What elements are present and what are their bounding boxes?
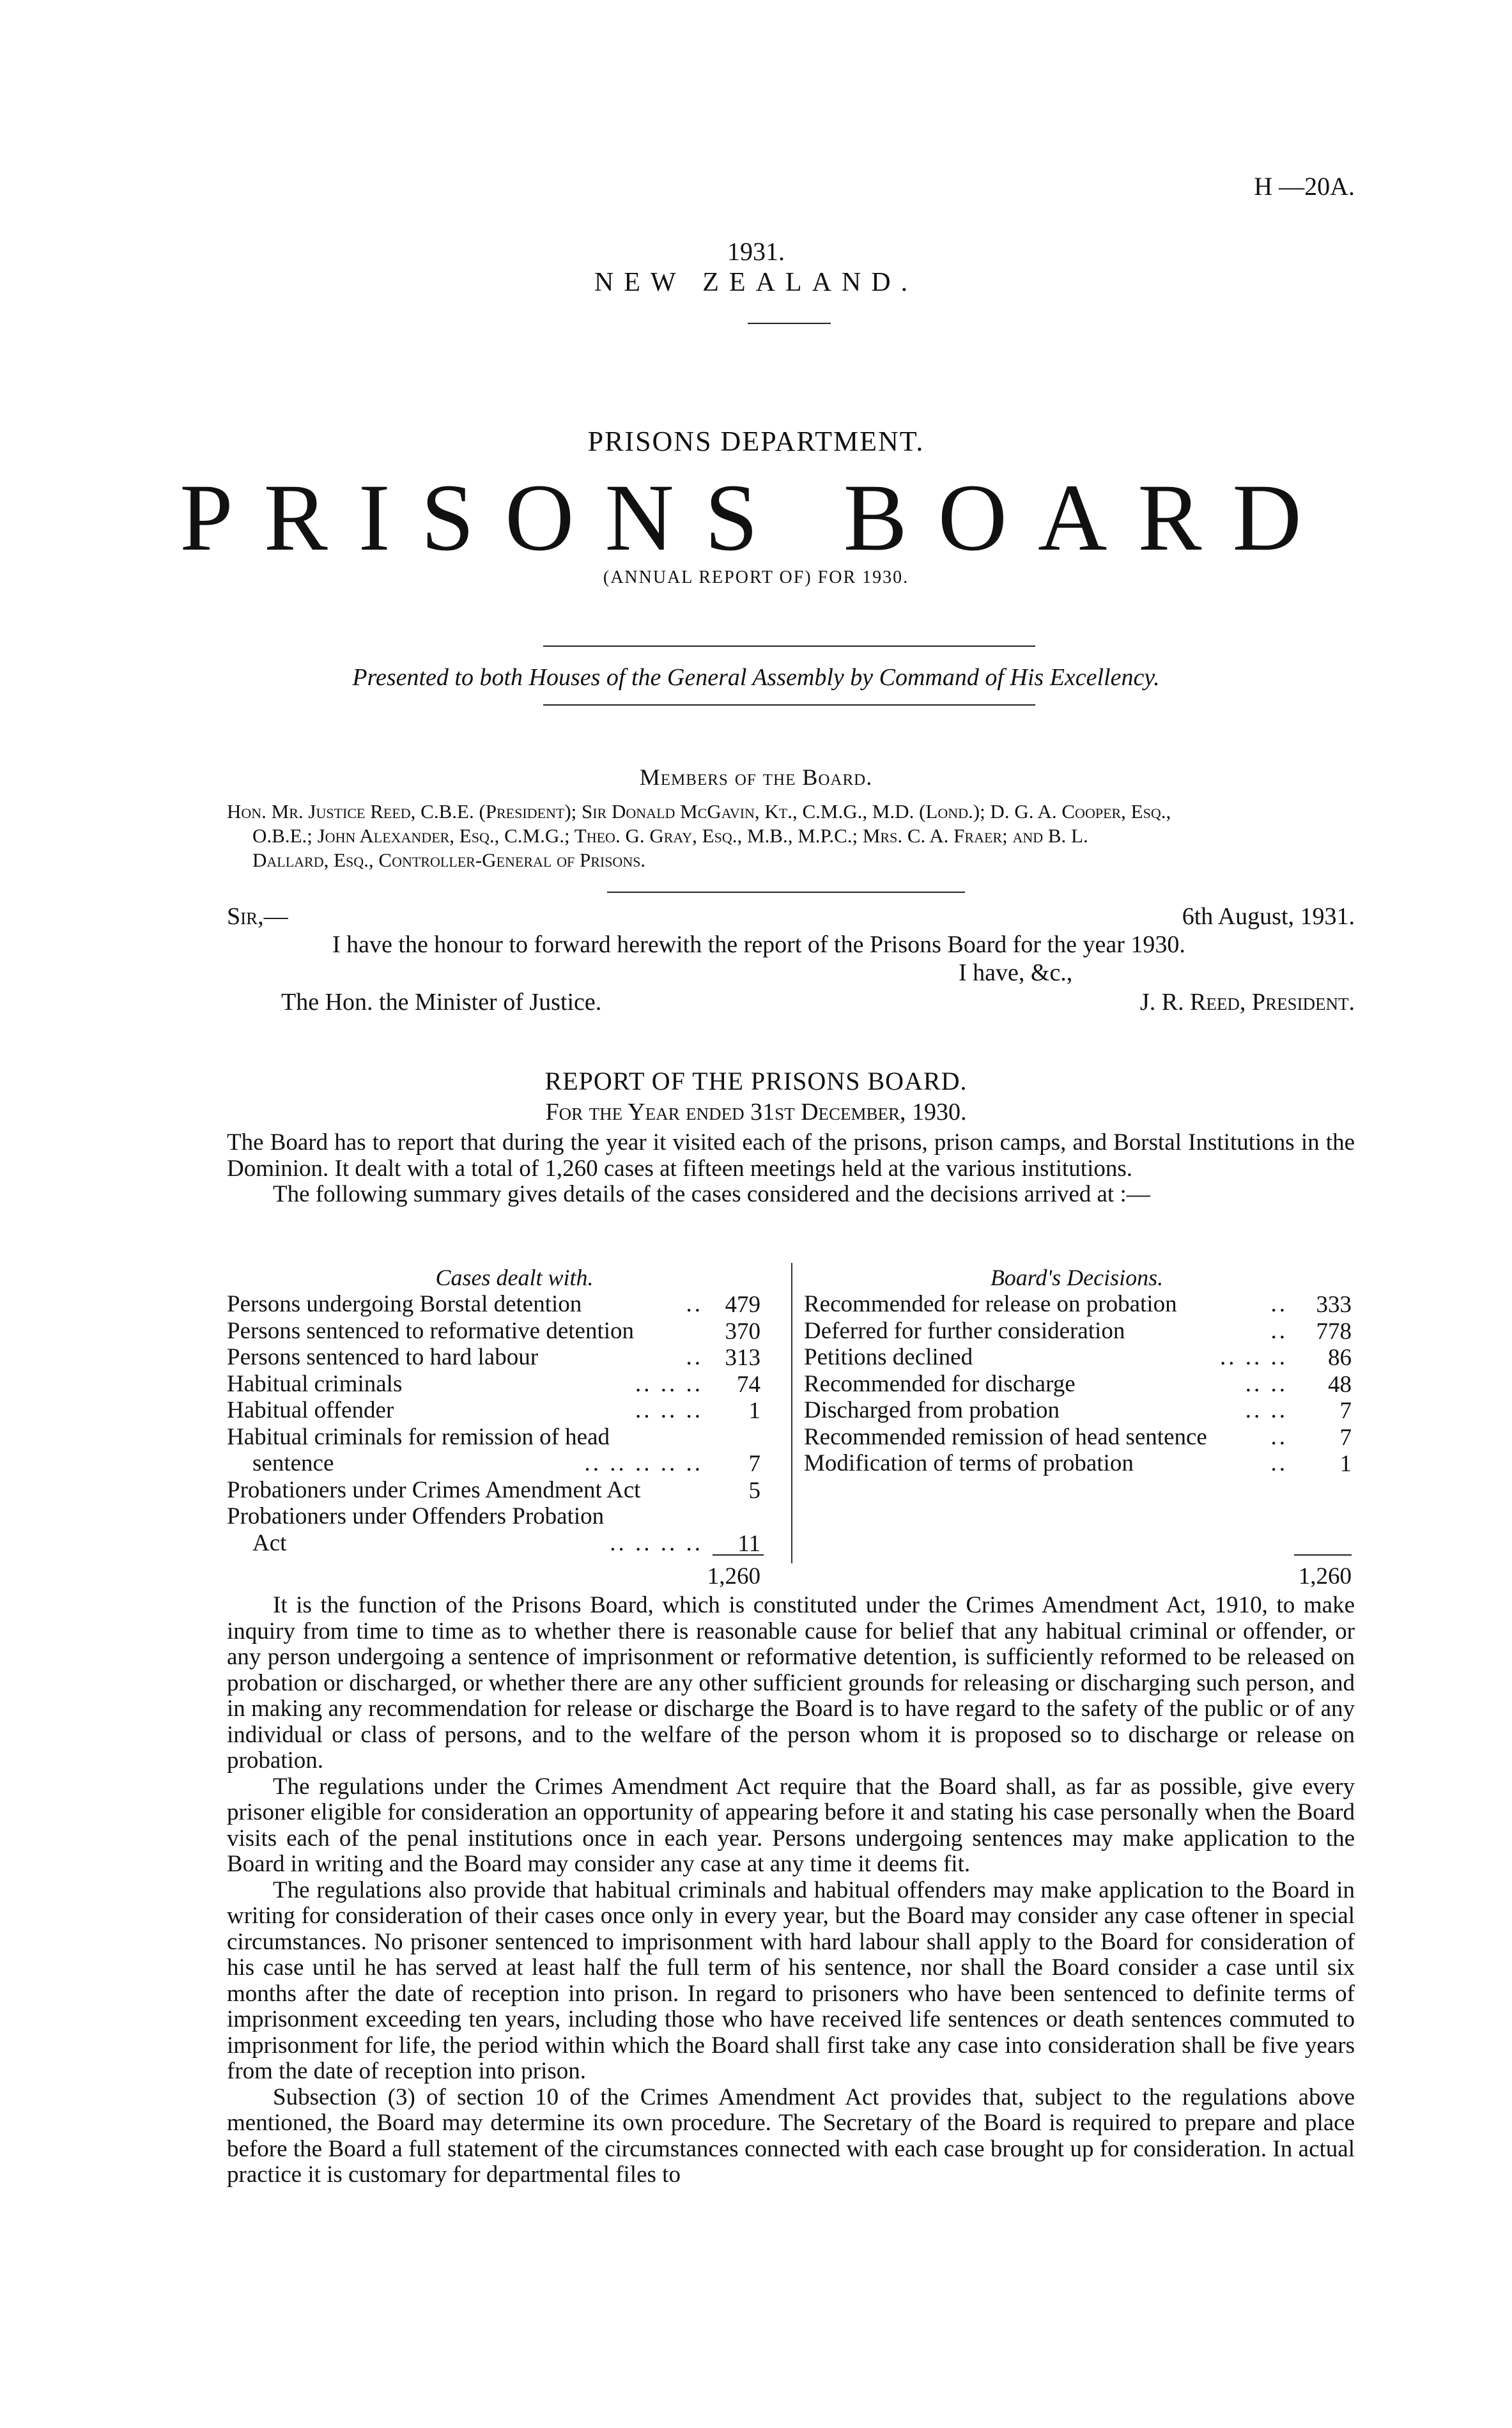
header-rule [748,323,831,324]
cases-value: 1 [748,1398,760,1424]
decisions-leader-dots: .. .. [1245,1397,1288,1423]
cases-label: Persons undergoing Borstal detention [227,1291,582,1317]
country-name: NEW ZEALAND. [594,268,918,297]
cases-label: sentence [252,1450,334,1476]
cases-value: 5 [748,1477,760,1504]
cases-label: Persons sentenced to hard labour [227,1344,539,1370]
cases-label: Habitual criminals for remission of head [227,1423,610,1450]
paragraph-function: It is the function of the Prisons Board, which is constituted under the Crimes Amendment Act, 1910, to make inquiry from time to time as to whether there is reasonable cause for belief that any habitual criminal or offender, or any person undergoing a sentence of imprisonment or reformative detention, is sufficiently reformed to be released on probation or discharged, or whether there are any other sufficient grounds for releasing or discharging such person, and in making any recommendation for release or discharge the Board is to have regard to the safety of the public or of any individual or class of persons, and to the welfare of the person whom it is proposed so to discharge or release on probation. [227,1592,1355,1774]
cases-value: 313 [725,1345,760,1371]
publication-year: 1931. [727,237,785,266]
paragraph-procedure: Subsection (3) of section 10 of the Crimes Amendment Act provides that, subject to the regulations above mentioned, the Board may determine its own procedure. The Secretary of the Board is required to prepare and place before the Board a full statement of the circumstances connected with each case brought up for consideration. In actual practice it is customary for departmental files to [227,2084,1355,2188]
report-subheading: For the Year ended 31st December, 1930. [545,1099,967,1125]
cases-leader-dots: .. .. .. [635,1370,703,1397]
report-subtitle: (ANNUAL REPORT OF) FOR 1930. [603,568,909,587]
report-heading: REPORT OF THE PRISONS BOARD. [544,1067,968,1095]
letter-closing: I have, &c., [959,959,1073,986]
title-rule-bottom [543,704,1035,706]
decisions-leader-dots: .. .. [1245,1370,1288,1397]
decisions-value: 1 [1339,1451,1352,1477]
decisions-label: Recommended for release on probation [804,1291,1177,1317]
cases-value: 479 [725,1292,760,1318]
decisions-leader-dots: .. [1270,1423,1288,1450]
decisions-label: Deferred for further consideration [804,1317,1125,1344]
page-reference: H —20A. [1254,172,1355,201]
letter-salutation: Sir,— [227,903,288,930]
members-rule [607,892,965,893]
cases-leader-dots: .. [686,1291,703,1317]
decisions-label: Petitions declined [804,1344,973,1370]
decisions-heading: Board's Decisions. [990,1265,1164,1290]
decisions-total-rule [1294,1554,1352,1556]
table-divider [791,1263,792,1563]
members-line-3: Dallard, Esq., Controller-General of Prisons. [252,849,646,871]
cases-label: Probationers under Crimes Amendment Act [227,1476,641,1503]
cases-label: Persons sentenced to reformative detention [227,1317,635,1344]
letter-date: 6th August, 1931. [1182,903,1355,930]
decisions-value: 7 [1339,1424,1352,1451]
cases-value: 7 [748,1451,760,1477]
decisions-label: Recommended remission of head sentence [804,1423,1207,1450]
cases-label: Probationers under Offenders Probation [227,1503,605,1529]
cases-label: Habitual offender [227,1397,394,1423]
letter-addressee: The Hon. the Minister of Justice. [281,989,602,1016]
cases-value: 74 [737,1371,760,1398]
cases-label: Act [252,1529,287,1556]
cases-leader-dots: .. .. .. .. .. [584,1450,703,1476]
cases-total-rule [713,1554,764,1556]
decisions-label: Recommended for discharge [804,1370,1076,1397]
decisions-value: 86 [1328,1345,1352,1371]
decisions-leader-dots: .. [1270,1450,1288,1476]
decisions-value: 48 [1328,1371,1352,1398]
intro-paragraph: The Board has to report that during the year it visited each of the prisons, prison camps, and Borstal Institutions in the Dominion. It dealt with a total of 1,260 cases at fifteen meetings held at the various institutions. [227,1129,1355,1182]
members-line-2: O.B.E.; John Alexander, Esq., C.M.G.; Theo. G. Gray, Esq., M.B., M.P.C.; Mrs. C. A. Fraer; and B. L. [252,824,1088,847]
department-title: PRISONS DEPARTMENT. [587,426,925,457]
decisions-leader-dots: .. .. .. [1220,1344,1288,1370]
decisions-total: 1,260 [1298,1563,1352,1589]
decisions-leader-dots: .. [1270,1291,1288,1317]
body-paragraphs [227,1593,1355,2188]
decisions-label: Modification of terms of probation [804,1450,1134,1476]
paragraph-habitual: The regulations also provide that habitual criminals and habitual offenders may make application to the Board in writing for consideration of their cases once only in every year, but the Board may consider any case oftener in special circumstances. No prisoner sentenced to imprisonment with hard labour shall apply to the Board for consideration of his case until he has served at least half the full term of his sentence, nor shall the Board consider a case until six months after the date of reception into prison. In regard to prisoners who have been sentenced to definite terms of imprisonment exceeding ten years, including those who have received life sentences or death sentences commuted to imprisonment for life, the period within which the Board shall first take any case into consideration shall be five years from the date of reception into prison. [227,1876,1355,2084]
cases-value: 370 [725,1318,760,1345]
cases-total: 1,260 [707,1563,760,1589]
summary-intro: The following summary gives details of the cases considered and the decisions arrived at :— [273,1181,1150,1207]
members-heading: Members of the Board. [639,764,873,790]
paragraph-regulations: The regulations under the Crimes Amendment Act require that the Board shall, as far as possible, give every prisoner eligible for consideration an opportunity of appearing before it and stating his case personally when the Board visits each of the penal institutions once in each year. Persons undergoing sentences may make application to the Board in writing and the Board may consider any case at any time it deems fit. [227,1773,1355,1877]
letter-body: I have the honour to forward herewith the report of the Prisons Board for the year 1930. [332,931,1185,958]
cases-label: Habitual criminals [227,1370,403,1397]
decisions-leader-dots: .. [1270,1317,1288,1344]
letter-signature: J. R. Reed, President. [1139,989,1355,1016]
decisions-value: 7 [1339,1398,1352,1424]
decisions-value: 333 [1316,1292,1352,1318]
title-rule-top [543,646,1035,647]
report-intro [227,1130,1355,1208]
cases-leader-dots: .. .. .. .. [610,1529,703,1556]
cases-leader-dots: .. .. .. [635,1397,703,1423]
members-line-1: Hon. Mr. Justice Reed, C.B.E. (President); Sir Donald McGavin, Kt., C.M.G., M.D. (Lond.); D. G. A. Cooper, Esq., [227,800,1171,823]
presented-line: Presented to both Houses of the General Assembly by Command of His Excellency. [352,664,1160,691]
main-title: PRISONS BOARD [180,465,1332,571]
cases-leader-dots: .. [686,1344,703,1370]
cases-value: 11 [737,1530,760,1557]
cases-heading: Cases dealt with. [435,1265,594,1290]
decisions-value: 778 [1316,1318,1352,1345]
decisions-label: Discharged from probation [804,1397,1060,1423]
